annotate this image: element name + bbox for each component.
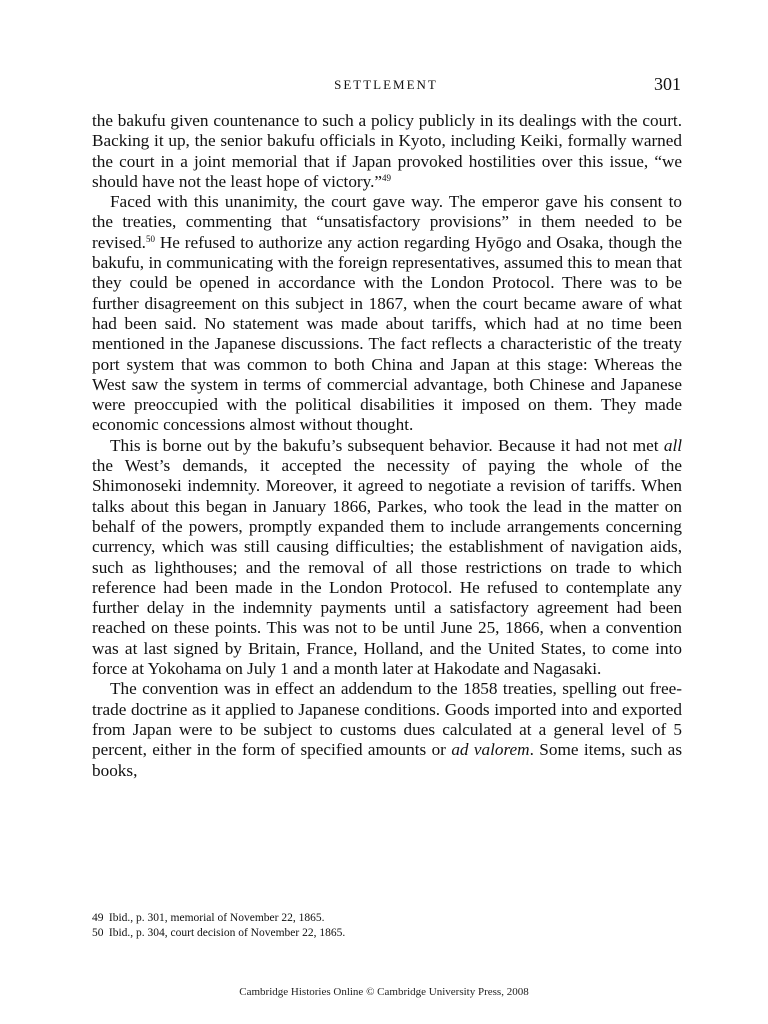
emphasis-ad-valorem: ad valorem [451, 740, 530, 760]
running-title: SETTLEMENT [334, 77, 438, 92]
footnote-text: Ibid., p. 304, court decision of November 22, 1865. [108, 927, 346, 939]
footnotes [92, 911, 682, 941]
footnote-ref-49: 49 [382, 172, 392, 183]
paragraph-2 [92, 192, 682, 436]
paragraph-1 [92, 111, 682, 192]
running-head [91, 74, 681, 96]
footnote-number: 49 [92, 912, 104, 924]
paragraph-4 [92, 679, 682, 780]
page-number: 301 [654, 74, 681, 94]
footnote-number: 50 [92, 927, 104, 939]
text-run: He refused to authorize any action regarding Hyōgo and Osaka, though the bakufu, in communicating with the foreign representatives, assumed this to mean that they could be opened in accordance with the London Protocol. There was to be further disagreement on this subject in 1867, when the court became aware of what had been said. No statement was made about tariffs, which had at no time been mentioned in the Japanese discussions. The fact reflects a characteristic of the treaty port system that was common to both China and Japan at this stage: Whereas the West saw the system in terms of commercial advantage, both Chinese and Japanese were preoccupied with the political disabilities it imposed on them. They made economic concessions almost without thought. [92, 232, 682, 435]
copyright-notice: Cambridge Histories Online © Cambridge University Press, 2008 [239, 986, 529, 998]
text-run: Faced with this unanimity, the court gave way. The emperor gave his consent to the treaties, commenting that “unsatisfactory provisions” in them needed to be revised. [92, 192, 682, 252]
text-run: This is borne out by the bakufu’s subsequent behavior. Because it had not met [110, 435, 664, 455]
paragraph-3 [92, 436, 682, 680]
footnote-text: Ibid., p. 301, memorial of November 22, 1865. [108, 912, 325, 924]
text-run: the bakufu given countenance to such a policy publicly in its dealings with the court. Backing it up, the senior bakufu officials in Kyoto, including Keiki, formally warned the court in a joint memorial that if Japan provoked hostilities over this issue, “we should have not the least hope of victory.” [92, 111, 682, 191]
body-text [92, 111, 682, 781]
footnote-ref-50: 50 [145, 233, 155, 244]
text-run: . Some items, such as books, [92, 740, 683, 780]
emphasis-all: all [663, 435, 682, 455]
text-run: The convention was in effect an addendum to the 1858 treaties, spelling out free-trade doctrine as it applied to Japanese conditions. Goods imported into and exported from Japan were to be subject to customs dues calculated at a general level of 5 percent, either in the form of specified amounts or [92, 679, 682, 760]
footnote-49 [92, 911, 682, 926]
text-run: the West’s demands, it accepted the necessity of paying the whole of the Shimonoseki indemnity. Moreover, it agreed to negotiate a revision of tariffs. When talks about this began in January 1866, Parkes, who took the lead in the matter on behalf of the powers, promptly expanded them to include arrangements concerning currency, which was still causing difficulties; the establishment of navigation aids, such as lighthouses; and the removal of all those restrictions on trade to which reference had been made in the London Protocol. He refused to contemplate any further delay in the indemnity payments until a satisfactory agreement had been reached on these points. This was not to be until June 25, 1866, when a convention was at last signed by Britain, France, Holland, and the United States, to come into force at Yokohama on July 1 and a month later at Hakodate and Nagasaki. [92, 456, 682, 679]
footnote-50 [92, 926, 682, 941]
